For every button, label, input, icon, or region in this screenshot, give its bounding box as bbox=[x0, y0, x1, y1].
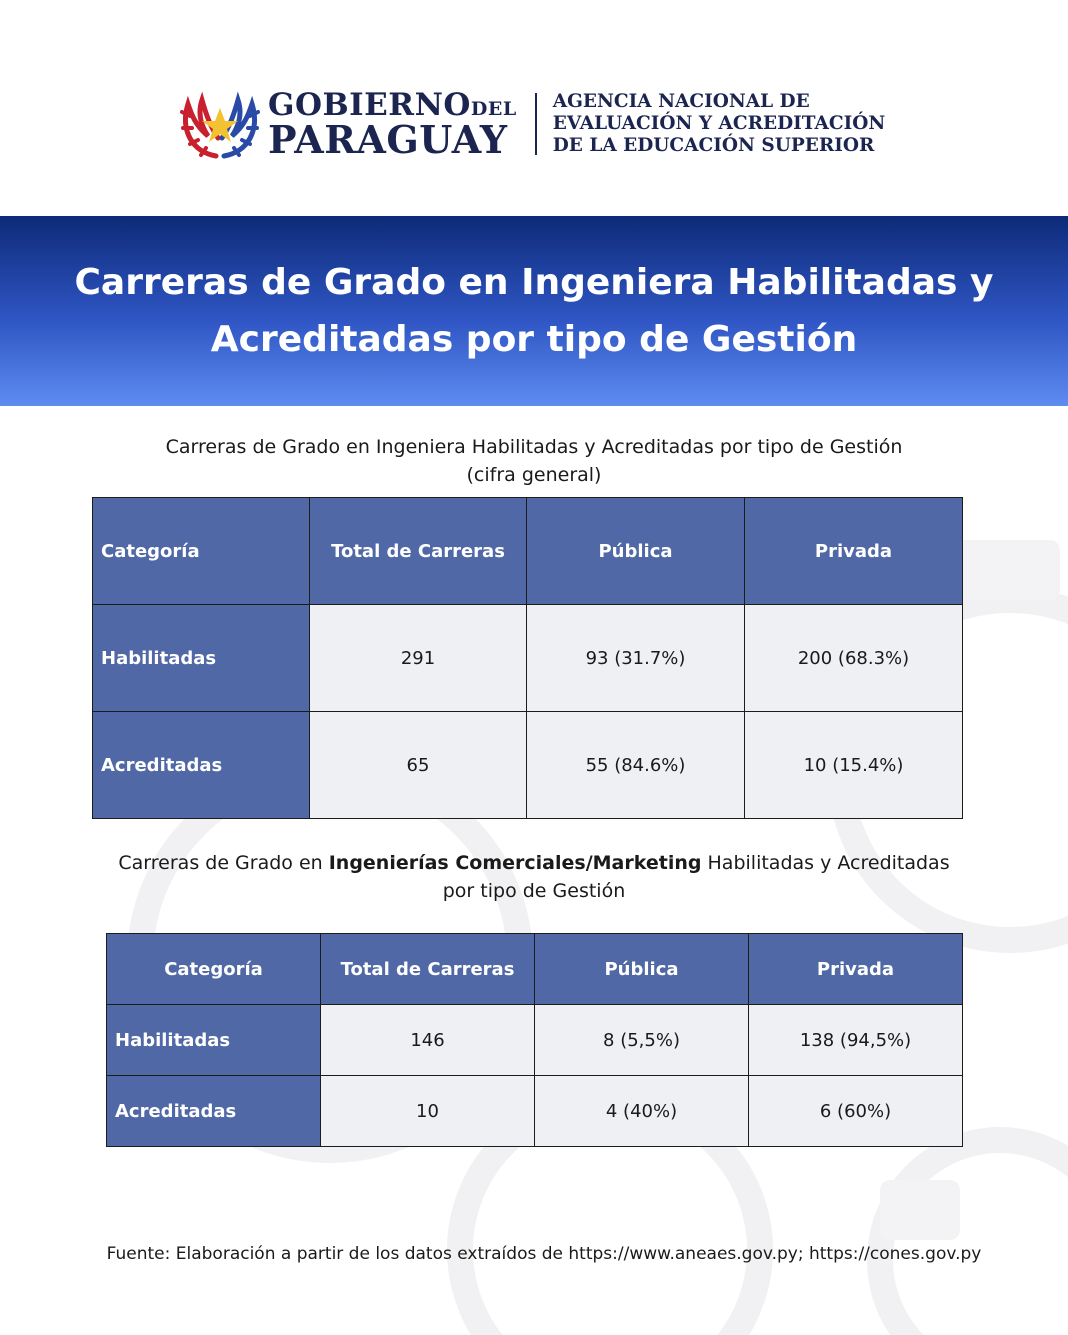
agency-line-1: AGENCIA NACIONAL DE bbox=[552, 91, 810, 112]
gov-word-del: DEL bbox=[470, 97, 517, 120]
row-category: Habilitadas bbox=[93, 605, 310, 712]
row-category: Acreditadas bbox=[93, 712, 310, 819]
table-header-row bbox=[93, 498, 963, 605]
table2-caption bbox=[0, 849, 1068, 905]
table-row bbox=[93, 712, 963, 819]
header-privada: Privada bbox=[749, 934, 963, 1005]
source-note: Fuente: Elaboración a partir de los datos extraídos de https://www.aneaes.gov.py; https://cones.gov.py bbox=[106, 1244, 982, 1264]
cell-total: 291 bbox=[310, 605, 527, 712]
header-publica: Pública bbox=[527, 498, 745, 605]
table2-caption-bold: Ingenierías Comerciales/Marketing bbox=[328, 852, 702, 874]
cell-publica: 55 (84.6%) bbox=[527, 712, 745, 819]
row-category: Habilitadas bbox=[107, 1005, 321, 1076]
page-title bbox=[44, 254, 1024, 368]
table-general bbox=[92, 497, 963, 819]
page-title-line-2: Acreditadas por tipo de Gestión bbox=[210, 319, 858, 360]
page-title-line-1: Carreras de Grado en Ingeniera Habilitadas y bbox=[74, 262, 994, 303]
table-header-row bbox=[107, 934, 963, 1005]
cell-privada: 10 (15.4%) bbox=[745, 712, 963, 819]
agency-line-2: EVALUACIÓN Y ACREDITACIÓN bbox=[552, 113, 886, 134]
agency-name bbox=[553, 91, 886, 157]
cell-publica: 93 (31.7%) bbox=[527, 605, 745, 712]
row-category: Acreditadas bbox=[107, 1076, 321, 1147]
header-categoria: Categoría bbox=[107, 934, 321, 1005]
table-row bbox=[93, 605, 963, 712]
gov-word-paraguay: PARAGUAY bbox=[268, 116, 508, 162]
table1-caption bbox=[0, 433, 1068, 489]
table-row bbox=[107, 1005, 963, 1076]
table2-caption-line-2: por tipo de Gestión bbox=[442, 880, 626, 902]
table1-caption-line-2: (cifra general) bbox=[466, 464, 602, 486]
cell-total: 146 bbox=[321, 1005, 535, 1076]
agency-line-3: DE LA EDUCACIÓN SUPERIOR bbox=[552, 135, 875, 156]
cell-publica: 4 (40%) bbox=[535, 1076, 749, 1147]
table2-caption-post: Habilitadas y Acreditadas bbox=[701, 852, 950, 874]
cell-total: 65 bbox=[310, 712, 527, 819]
paraguay-seal-logo bbox=[178, 86, 262, 162]
table1-caption-line-1: Carreras de Grado en Ingeniera Habilitadas y Acreditadas por tipo de Gestión bbox=[165, 436, 903, 458]
table-row bbox=[107, 1076, 963, 1147]
cell-total: 10 bbox=[321, 1076, 535, 1147]
table2-caption-pre: Carreras de Grado en bbox=[118, 852, 329, 874]
header-total: Total de Carreras bbox=[310, 498, 527, 605]
header-logos bbox=[178, 84, 885, 164]
cell-publica: 8 (5,5%) bbox=[535, 1005, 749, 1076]
title-banner bbox=[0, 216, 1068, 406]
gov-word-gobierno: GOBIERNO bbox=[268, 86, 471, 123]
logo-divider bbox=[535, 93, 537, 155]
government-wordmark bbox=[268, 86, 517, 162]
header-publica: Pública bbox=[535, 934, 749, 1005]
cell-privada: 200 (68.3%) bbox=[745, 605, 963, 712]
header-categoria: Categoría bbox=[93, 498, 310, 605]
table-comerciales-marketing bbox=[106, 933, 963, 1147]
cell-privada: 138 (94,5%) bbox=[749, 1005, 963, 1076]
header-total: Total de Carreras bbox=[321, 934, 535, 1005]
header-privada: Privada bbox=[745, 498, 963, 605]
cell-privada: 6 (60%) bbox=[749, 1076, 963, 1147]
